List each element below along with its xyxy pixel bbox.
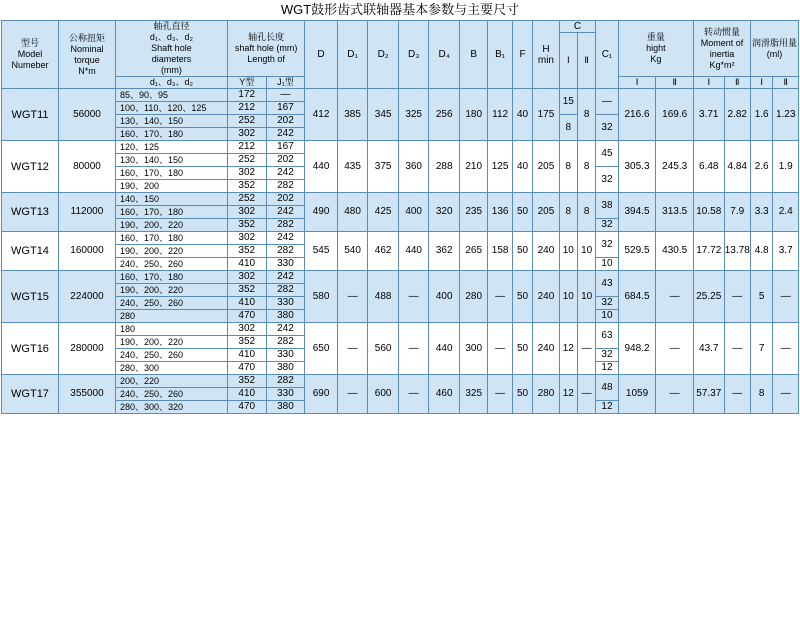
cell-shaft-length-y: 352: [227, 336, 266, 349]
cell-D4: 256: [429, 89, 460, 141]
cell-inertia-I: 3.71: [694, 89, 725, 141]
cell-model: WGT11: [2, 89, 59, 141]
cell-B: 210: [459, 141, 487, 193]
th-shaft-diameter: [115, 21, 227, 77]
cell-shaft-diameter: 280: [115, 310, 227, 323]
th-weight-II: Ⅱ: [656, 77, 694, 89]
cell-shaft-diameter: 120、125: [115, 141, 227, 154]
cell-Hmin: 240: [533, 232, 559, 271]
cell-shaft-diameter: 240、250、260: [115, 297, 227, 310]
th-weight-I: Ⅰ: [618, 77, 656, 89]
cell-B1: 136: [488, 193, 512, 232]
cell-shaft-length-j: 242: [266, 206, 305, 219]
th-hmin-l2: min: [537, 54, 554, 66]
cell-B: 300: [459, 323, 487, 375]
cell-shaft-length-y: 352: [227, 375, 266, 388]
cell-shaft-length-j: —: [266, 89, 305, 102]
th-C1: C₁: [596, 21, 618, 89]
cell-weight-II: 313.5: [656, 193, 694, 232]
cell-C-I: 8: [559, 141, 577, 193]
cell-shaft-length-y: 252: [227, 154, 266, 167]
cell-weight-I: 948.2: [618, 323, 656, 375]
cell-torque: 224000: [58, 271, 115, 323]
cell-shaft-diameter: 280、300、320: [115, 401, 227, 414]
cell-D1: —: [337, 323, 368, 375]
cell-weight-II: 245.3: [656, 141, 694, 193]
th-inertia-l4: Kg*m²: [709, 59, 735, 70]
cell-grease-I: 8: [750, 375, 772, 414]
cell-inertia-I: 17.72: [694, 232, 725, 271]
th-model-l1: 型号: [20, 38, 39, 48]
cell-inertia-II: —: [724, 375, 750, 414]
cell-grease-II: 1.9: [773, 141, 799, 193]
cell-D3: —: [398, 375, 429, 414]
cell-shaft-length-j: 380: [266, 362, 305, 375]
cell-grease-I: 1.6: [750, 89, 772, 141]
cell-shaft-length-y: 410: [227, 349, 266, 362]
cell-D1: 385: [337, 89, 368, 141]
cell-C-II: 8: [577, 141, 595, 193]
table-header: [2, 21, 799, 89]
th-inertia-l1: 转动惯量: [703, 26, 740, 37]
cell-shaft-diameter: 190、200、220: [115, 245, 227, 258]
cell-D4: 320: [429, 193, 460, 232]
cell-shaft-length-j: 282: [266, 336, 305, 349]
cell-shaft-length-y: 410: [227, 297, 266, 310]
th-torque-l3: torque: [74, 54, 100, 65]
th-inertia-l3: inertia: [709, 48, 735, 59]
th-shaftdia-l2: d₁、d₃、d₂: [149, 32, 194, 42]
cell-weight-I: 1059: [618, 375, 656, 414]
page-title: WGT鼓形齿式联轴器基本参数与主要尺寸: [280, 2, 520, 17]
cell-shaft-length-j: 330: [266, 349, 305, 362]
table-row: [2, 271, 799, 284]
cell-C1: 10: [596, 258, 618, 271]
cell-shaft-diameter: 190、200: [115, 180, 227, 193]
cell-shaft-length-j: 282: [266, 219, 305, 232]
cell-C-I: 12: [559, 375, 577, 414]
cell-shaft-length-j: 242: [266, 128, 305, 141]
cell-D1: —: [337, 375, 368, 414]
th-model-l2: Model: [17, 49, 43, 59]
cell-D: 650: [305, 323, 338, 375]
th-inertia-l2: Moment of: [700, 37, 744, 48]
cell-D3: —: [398, 271, 429, 323]
cell-shaft-length-j: 282: [266, 375, 305, 388]
cell-shaft-diameter: 190、200、220: [115, 284, 227, 297]
cell-C1: 45: [596, 141, 618, 167]
th-F: F: [512, 21, 532, 89]
cell-Hmin: 205: [533, 193, 559, 232]
cell-shaft-length-j: 380: [266, 310, 305, 323]
th-hmin-l1: H: [542, 43, 550, 55]
th-shaftdia-l1: 轴孔直径: [153, 21, 190, 31]
cell-inertia-II: 4.84: [724, 141, 750, 193]
cell-shaft-diameter: 160、170、180: [115, 167, 227, 180]
cell-shaft-length-j: 282: [266, 180, 305, 193]
cell-grease-I: 3.3: [750, 193, 772, 232]
cell-B: 235: [459, 193, 487, 232]
cell-shaft-diameter: 100、110、120、125: [115, 102, 227, 115]
cell-shaft-length-y: 212: [227, 141, 266, 154]
table-body: [2, 89, 799, 414]
cell-inertia-II: —: [724, 271, 750, 323]
cell-grease-I: 5: [750, 271, 772, 323]
cell-C1: 12: [596, 362, 618, 375]
cell-D: 412: [305, 89, 338, 141]
cell-shaft-length-j: 242: [266, 271, 305, 284]
cell-weight-II: 169.6: [656, 89, 694, 141]
cell-B1: —: [488, 375, 512, 414]
cell-C-II: 8: [577, 89, 595, 141]
cell-shaft-diameter: 160、170、180: [115, 206, 227, 219]
cell-shaft-length-y: 352: [227, 219, 266, 232]
cell-shaft-length-j: 242: [266, 167, 305, 180]
cell-D2: 560: [368, 323, 399, 375]
th-B1: B₁: [488, 21, 512, 89]
cell-shaft-length-j: 242: [266, 232, 305, 245]
cell-shaft-diameter: 190、200、220: [115, 336, 227, 349]
th-shaft-length: [227, 21, 304, 77]
cell-grease-I: 4.8: [750, 232, 772, 271]
cell-torque: 112000: [58, 193, 115, 232]
cell-C1: 32: [596, 297, 618, 310]
cell-C1: 63: [596, 323, 618, 349]
cell-shaft-diameter: 85、90、95: [115, 89, 227, 102]
cell-D2: 488: [368, 271, 399, 323]
cell-model: WGT13: [2, 193, 59, 232]
cell-B1: —: [488, 271, 512, 323]
cell-C-I: 10: [559, 271, 577, 323]
cell-D4: 460: [429, 375, 460, 414]
cell-D2: 425: [368, 193, 399, 232]
cell-C-I: 15: [559, 89, 577, 115]
table-row: [2, 375, 799, 388]
cell-inertia-I: 25.25: [694, 271, 725, 323]
cell-shaft-length-y: 352: [227, 245, 266, 258]
cell-weight-II: —: [656, 375, 694, 414]
th-shaftlen-l2: shaft hole (mm): [234, 43, 298, 53]
th-torque-l1: 公称扭矩: [68, 32, 105, 43]
th-D3: D₃: [398, 21, 429, 89]
cell-Hmin: 175: [533, 89, 559, 141]
cell-shaft-length-y: 470: [227, 310, 266, 323]
th-inertia-I: Ⅰ: [694, 77, 725, 89]
cell-shaft-length-y: 352: [227, 284, 266, 297]
cell-D3: 400: [398, 193, 429, 232]
cell-shaft-length-j: 282: [266, 245, 305, 258]
cell-inertia-II: 13.78: [724, 232, 750, 271]
cell-shaft-length-j: 330: [266, 297, 305, 310]
cell-B1: 112: [488, 89, 512, 141]
table-row: [2, 323, 799, 336]
cell-grease-II: 3.7: [773, 232, 799, 271]
cell-torque: 160000: [58, 232, 115, 271]
cell-F: 50: [512, 375, 532, 414]
cell-shaft-length-y: 252: [227, 115, 266, 128]
cell-shaft-length-y: 302: [227, 271, 266, 284]
th-shaftdia-l5: (mm): [160, 65, 182, 75]
cell-shaft-length-j: 380: [266, 401, 305, 414]
th-torque-l4: N*m: [78, 65, 96, 76]
cell-Hmin: 280: [533, 375, 559, 414]
cell-shaft-length-y: 302: [227, 167, 266, 180]
cell-shaft-diameter: 160、170、180: [115, 271, 227, 284]
cell-model: WGT14: [2, 232, 59, 271]
cell-shaft-diameter: 130、140、150: [115, 154, 227, 167]
th-grease-I: Ⅰ: [750, 77, 772, 89]
cell-model: WGT16: [2, 323, 59, 375]
cell-shaft-length-j: 330: [266, 388, 305, 401]
cell-weight-II: 430.5: [656, 232, 694, 271]
cell-torque: 280000: [58, 323, 115, 375]
cell-D3: —: [398, 323, 429, 375]
cell-C1: 32: [596, 349, 618, 362]
cell-weight-I: 529.5: [618, 232, 656, 271]
cell-B1: —: [488, 323, 512, 375]
cell-weight-II: —: [656, 323, 694, 375]
cell-shaft-diameter: 240、250、260: [115, 388, 227, 401]
cell-D4: 288: [429, 141, 460, 193]
cell-F: 50: [512, 193, 532, 232]
cell-torque: 355000: [58, 375, 115, 414]
cell-D3: 360: [398, 141, 429, 193]
cell-F: 40: [512, 141, 532, 193]
cell-C1: —: [596, 89, 618, 115]
cell-B1: 158: [488, 232, 512, 271]
cell-C1: 43: [596, 271, 618, 297]
th-grease-II: Ⅱ: [773, 77, 799, 89]
cell-shaft-diameter: 280、300: [115, 362, 227, 375]
cell-C1: 32: [596, 115, 618, 141]
cell-shaft-length-j: 242: [266, 323, 305, 336]
cell-model: WGT17: [2, 375, 59, 414]
cell-grease-I: 7: [750, 323, 772, 375]
cell-D4: 440: [429, 323, 460, 375]
cell-inertia-I: 6.48: [694, 141, 725, 193]
cell-grease-II: 1.23: [773, 89, 799, 141]
cell-shaft-length-y: 172: [227, 89, 266, 102]
cell-shaft-length-y: 352: [227, 180, 266, 193]
cell-C1: 12: [596, 401, 618, 414]
th-torque-l2: Nominal: [70, 43, 104, 54]
cell-model: WGT15: [2, 271, 59, 323]
cell-D4: 362: [429, 232, 460, 271]
th-grease-l2: (ml): [766, 48, 783, 59]
cell-F: 50: [512, 271, 532, 323]
th-inertia-II: Ⅱ: [724, 77, 750, 89]
cell-inertia-II: 2.82: [724, 89, 750, 141]
cell-shaft-length-y: 302: [227, 128, 266, 141]
cell-C-II: 10: [577, 271, 595, 323]
cell-torque: 56000: [58, 89, 115, 141]
cell-shaft-length-y: 302: [227, 206, 266, 219]
cell-weight-I: 684.5: [618, 271, 656, 323]
cell-weight-I: 305.3: [618, 141, 656, 193]
cell-weight-I: 394.5: [618, 193, 656, 232]
cell-C1: 48: [596, 375, 618, 401]
th-shaftdia-symbols: d₁、d₃、d₂: [115, 77, 227, 89]
cell-shaft-length-j: 282: [266, 284, 305, 297]
th-grease-l1: 润滑脂用量: [751, 37, 797, 48]
cell-D2: 375: [368, 141, 399, 193]
cell-C-I: 10: [559, 232, 577, 271]
th-D1: D₁: [337, 21, 368, 89]
cell-grease-II: —: [773, 323, 799, 375]
cell-shaft-diameter: 160、170、180: [115, 128, 227, 141]
cell-shaft-length-y: 410: [227, 388, 266, 401]
cell-shaft-length-j: 202: [266, 154, 305, 167]
cell-shaft-diameter: 200、220: [115, 375, 227, 388]
cell-C-I: 12: [559, 323, 577, 375]
cell-weight-I: 216.6: [618, 89, 656, 141]
cell-D4: 400: [429, 271, 460, 323]
th-Hmin: [533, 21, 559, 89]
th-inertia: [694, 21, 751, 77]
cell-C-II: 10: [577, 232, 595, 271]
table-row: [2, 89, 799, 102]
cell-D: 690: [305, 375, 338, 414]
th-C: C: [559, 21, 596, 33]
cell-model: WGT12: [2, 141, 59, 193]
th-model: [2, 21, 59, 89]
cell-C-I: 8: [559, 115, 577, 141]
cell-shaft-diameter: 180: [115, 323, 227, 336]
cell-shaft-length-y: 212: [227, 102, 266, 115]
cell-D: 545: [305, 232, 338, 271]
cell-shaft-length-y: 302: [227, 323, 266, 336]
th-shaftdia-l3: Shaft hole: [151, 43, 192, 53]
cell-shaft-diameter: 240、250、260: [115, 349, 227, 362]
cell-B1: 125: [488, 141, 512, 193]
cell-Hmin: 240: [533, 323, 559, 375]
cell-F: 50: [512, 232, 532, 271]
cell-inertia-I: 10.58: [694, 193, 725, 232]
cell-shaft-length-y: 410: [227, 258, 266, 271]
cell-grease-I: 2.6: [750, 141, 772, 193]
cell-shaft-length-j: 330: [266, 258, 305, 271]
cell-shaft-length-y: 252: [227, 193, 266, 206]
cell-D1: 480: [337, 193, 368, 232]
th-D2: D₂: [368, 21, 399, 89]
cell-D2: 462: [368, 232, 399, 271]
table-row: [2, 193, 799, 206]
cell-grease-II: —: [773, 375, 799, 414]
cell-shaft-length-y: 470: [227, 401, 266, 414]
cell-D: 440: [305, 141, 338, 193]
cell-inertia-II: —: [724, 323, 750, 375]
cell-F: 40: [512, 89, 532, 141]
th-torque: [58, 21, 115, 89]
th-D: D: [305, 21, 338, 89]
cell-inertia-I: 57.37: [694, 375, 725, 414]
th-shaftlen-j: J₁型: [266, 77, 305, 89]
cell-D3: 440: [398, 232, 429, 271]
th-D4: D₄: [429, 21, 460, 89]
cell-C1: 38: [596, 193, 618, 219]
cell-C1: 32: [596, 167, 618, 193]
cell-D: 580: [305, 271, 338, 323]
cell-B: 265: [459, 232, 487, 271]
cell-shaft-diameter: 160、170、180: [115, 232, 227, 245]
cell-C-II: —: [577, 375, 595, 414]
cell-C-II: 8: [577, 193, 595, 232]
cell-shaft-length-j: 167: [266, 102, 305, 115]
th-weight: [618, 21, 693, 77]
cell-C-I: 8: [559, 193, 577, 232]
th-shaftlen-l3: Length of: [247, 54, 285, 64]
cell-D1: —: [337, 271, 368, 323]
cell-inertia-I: 43.7: [694, 323, 725, 375]
cell-F: 50: [512, 323, 532, 375]
cell-Hmin: 205: [533, 141, 559, 193]
cell-shaft-length-j: 202: [266, 115, 305, 128]
cell-grease-II: 2.4: [773, 193, 799, 232]
th-B: B: [459, 21, 487, 89]
cell-D: 490: [305, 193, 338, 232]
th-shaftlen-y: Y型: [227, 77, 266, 89]
cell-grease-II: —: [773, 271, 799, 323]
cell-shaft-length-j: 202: [266, 193, 305, 206]
cell-D1: 540: [337, 232, 368, 271]
th-weight-l3: Kg: [650, 54, 662, 64]
cell-shaft-diameter: 190、200、220: [115, 219, 227, 232]
cell-C1: 10: [596, 310, 618, 323]
cell-D1: 435: [337, 141, 368, 193]
cell-shaft-length-y: 302: [227, 232, 266, 245]
table-row: [2, 232, 799, 245]
cell-D2: 345: [368, 89, 399, 141]
cell-shaft-length-y: 470: [227, 362, 266, 375]
cell-Hmin: 240: [533, 271, 559, 323]
cell-shaft-diameter: 140、150: [115, 193, 227, 206]
cell-shaft-diameter: 130、140、150: [115, 115, 227, 128]
th-grease: [750, 21, 798, 77]
cell-D3: 325: [398, 89, 429, 141]
th-shaftlen-l1: 轴孔长度: [248, 32, 285, 42]
th-model-l3: Numeber: [11, 60, 49, 70]
cell-B: 180: [459, 89, 487, 141]
cell-torque: 80000: [58, 141, 115, 193]
table-row: [2, 141, 799, 154]
th-C-I: Ⅰ: [559, 33, 577, 89]
cell-D2: 600: [368, 375, 399, 414]
cell-inertia-II: 7.9: [724, 193, 750, 232]
th-weight-l1: 重量: [646, 32, 665, 42]
cell-C1: 32: [596, 219, 618, 232]
th-C-II: Ⅱ: [577, 33, 595, 89]
th-shaftdia-l4: diameters: [151, 54, 192, 64]
cell-B: 280: [459, 271, 487, 323]
specifications-table: [1, 20, 799, 414]
cell-C-II: —: [577, 323, 595, 375]
cell-shaft-diameter: 240、250、260: [115, 258, 227, 271]
th-weight-l2: hight: [646, 43, 666, 53]
cell-B: 325: [459, 375, 487, 414]
cell-shaft-length-j: 167: [266, 141, 305, 154]
cell-weight-II: —: [656, 271, 694, 323]
cell-C1: 32: [596, 232, 618, 258]
